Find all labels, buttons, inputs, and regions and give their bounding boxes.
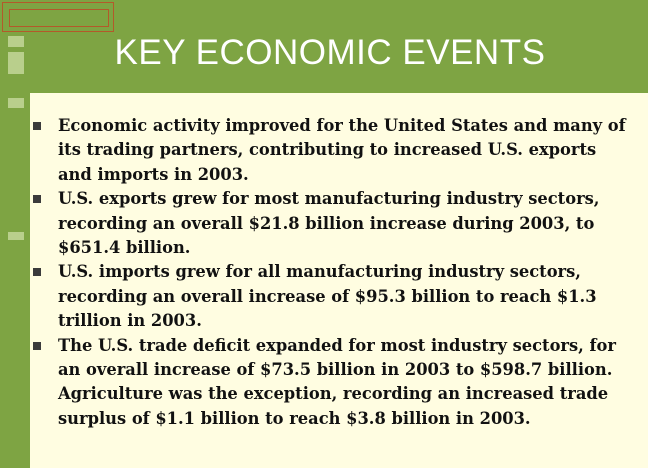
bullet-text: Economic activity improved for the United States and many of its trading partners, contributing to increased U.S. exports and imports in 2003. [58,116,626,184]
decorative-tick [8,52,24,74]
square-bullet-icon [33,268,41,276]
bullet-item [33,114,633,187]
bullet-list [33,114,633,431]
bullet-item [33,260,633,333]
decorative-tick [8,98,24,108]
bullet-item [33,334,633,432]
corner-frame-decoration [2,2,114,32]
bullet-text: The U.S. trade deficit expanded for most industry sectors, for an overall increase of $73.5 billion in 2003 to $598.7 billion. Agriculture was the exception, recording an increased trade surplus of $1.1 billion to reach $3.8 billion in 2003. [58,335,616,428]
bullet-item [33,187,633,260]
square-bullet-icon [33,195,41,203]
corner-frame-inner [9,9,109,27]
slide-title: KEY ECONOMIC EVENTS [114,33,546,72]
decorative-tick [8,232,24,240]
decorative-tick [8,36,24,47]
square-bullet-icon [33,122,41,130]
bullet-text: U.S. exports grew for most manufacturing industry sectors, recording an overall $21.8 billion increase during 2003, to $651.4 billion. [58,189,600,258]
bullet-text: U.S. imports grew for all manufacturing industry sectors, recording an overall increase of $95.3 billion to reach $1.3 trillion in 2003. [58,262,597,331]
square-bullet-icon [33,342,41,350]
